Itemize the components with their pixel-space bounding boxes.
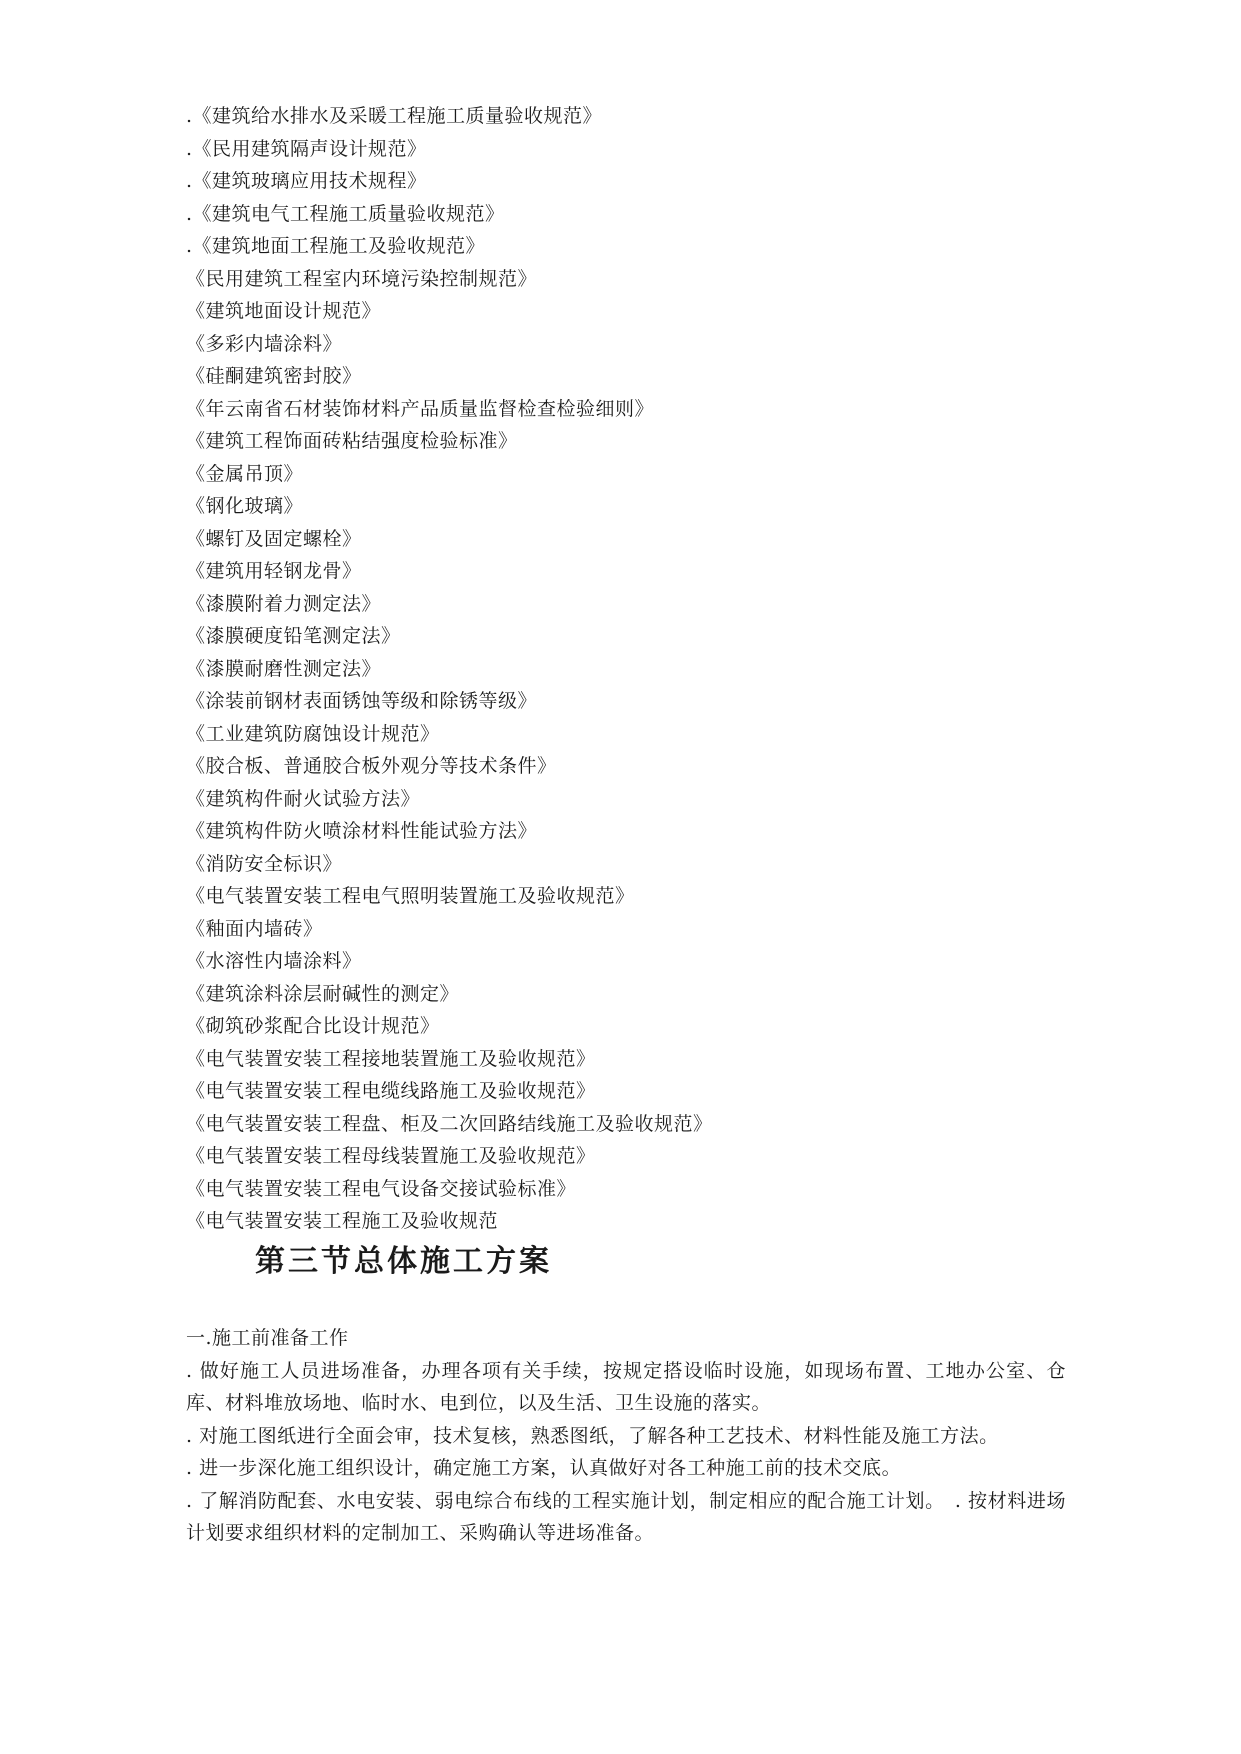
section-title: 第三节总体施工方案 xyxy=(255,1244,552,1279)
reference-item: .《建筑地面工程施工及验收规范》 xyxy=(186,235,486,257)
section-body xyxy=(186,1322,1066,1550)
reference-item: .《建筑玻璃应用技术规程》 xyxy=(186,170,427,192)
reference-item: 《建筑地面设计规范》 xyxy=(186,300,382,322)
reference-item: 《电气装置安装工程电气照明装置施工及验收规范》 xyxy=(186,885,635,907)
paragraph: . 做好施工人员进场准备，办理各项有关手续，按规定搭设临时设施，如现场布置、工地办公室、仓库、材料堆放场地、临时水、电到位，以及生活、卫生设施的落实。 xyxy=(186,1359,1066,1414)
reference-item: 《工业建筑防腐蚀设计规范》 xyxy=(186,722,440,745)
reference-item: 《建筑构件防火喷涂材料性能试验方法》 xyxy=(186,820,538,842)
reference-item: 《电气装置安装工程盘、柜及二次回路结线施工及验收规范》 xyxy=(186,1112,713,1135)
reference-item: 《漆膜耐磨性测定法》 xyxy=(186,657,382,680)
reference-item: 《消防安全标识》 xyxy=(186,852,343,875)
reference-item: 《水溶性内墙涂料》 xyxy=(186,950,362,972)
reference-list xyxy=(186,100,1086,1238)
paragraph: . 进一步深化施工组织设计，确定施工方案，认真做好对各工种施工前的技术交底。 xyxy=(186,1457,902,1479)
reference-item: 《钢化玻璃》 xyxy=(186,495,304,517)
reference-item: 《电气装置安装工程电气设备交接试验标准》 xyxy=(186,1177,577,1200)
reference-item: 《螺钉及固定螺栓》 xyxy=(186,527,362,550)
reference-item: 《民用建筑工程室内环境污染控制规范》 xyxy=(186,267,538,290)
reference-item: 《年云南省石材装饰材料产品质量监督检查检验细则》 xyxy=(186,397,655,420)
paragraph: . 了解消防配套、水电安装、弱电综合布线的工程实施计划，制定相应的配合施工计划。 . 按材料进场计划要求组织材料的定制加工、采购确认等进场准备。 xyxy=(186,1489,1066,1544)
reference-item: 《建筑用轻钢龙骨》 xyxy=(186,560,362,582)
reference-item: 《漆膜附着力测定法》 xyxy=(186,592,382,615)
paragraph: . 对施工图纸进行全面会审，技术复核，熟悉图纸，了解各种工艺技术、材料性能及施工方法。 xyxy=(186,1424,999,1447)
reference-item: 《电气装置安装工程母线装置施工及验收规范》 xyxy=(186,1145,596,1167)
reference-item: 《电气装置安装工程电缆线路施工及验收规范》 xyxy=(186,1080,596,1102)
reference-item: 《硅酮建筑密封胶》 xyxy=(186,365,362,387)
reference-item: 《漆膜硬度铅笔测定法》 xyxy=(186,625,401,647)
reference-item: 《电气装置安装工程接地装置施工及验收规范》 xyxy=(186,1047,596,1070)
reference-item: .《建筑电气工程施工质量验收规范》 xyxy=(186,202,505,225)
reference-item: .《民用建筑隔声设计规范》 xyxy=(186,137,427,160)
reference-item: 《建筑工程饰面砖粘结强度检验标准》 xyxy=(186,430,518,452)
reference-item: 《涂装前钢材表面锈蚀等级和除锈等级》 xyxy=(186,690,538,712)
reference-item: .《建筑给水排水及采暖工程施工质量验收规范》 xyxy=(186,105,603,127)
reference-item: 《胶合板、普通胶合板外观分等技术条件》 xyxy=(186,755,557,777)
reference-item: 《电气装置安装工程施工及验收规范 xyxy=(186,1210,499,1232)
reference-item: 《多彩内墙涂料》 xyxy=(186,332,343,355)
reference-item: 《砌筑砂浆配合比设计规范》 xyxy=(186,1015,440,1037)
reference-item: 《建筑构件耐火试验方法》 xyxy=(186,787,421,810)
reference-item: 《釉面内墙砖》 xyxy=(186,917,323,940)
subheading: 一.施工前准备工作 xyxy=(186,1327,349,1349)
reference-item: 《建筑涂料涂层耐碱性的测定》 xyxy=(186,982,460,1005)
reference-item: 《金属吊顶》 xyxy=(186,462,304,485)
